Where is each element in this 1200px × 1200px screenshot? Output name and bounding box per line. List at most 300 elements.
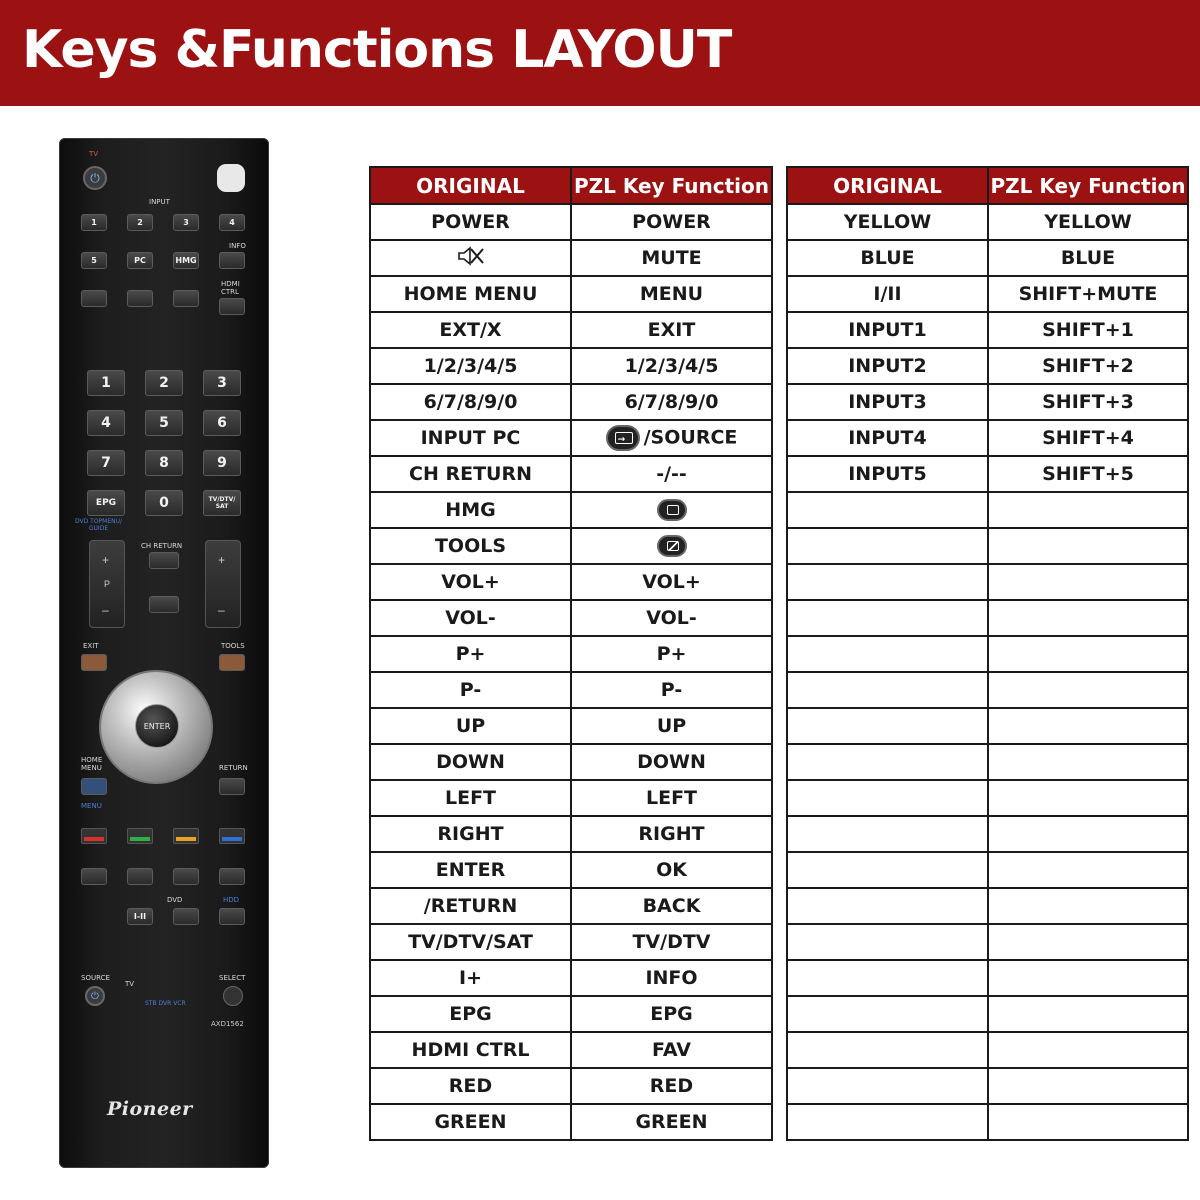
pzl-function-cell xyxy=(988,636,1188,672)
original-key-label: EPG xyxy=(449,1003,492,1025)
original-key-label: ENTER xyxy=(435,859,506,881)
title-banner xyxy=(0,0,1200,106)
pzl-function-cell xyxy=(571,816,772,852)
table-row xyxy=(370,744,772,780)
original-key-label: RED xyxy=(448,1075,493,1097)
green-key xyxy=(127,828,153,844)
original-cell xyxy=(370,420,571,456)
pzl-function-cell xyxy=(988,600,1188,636)
pzl-function-cell xyxy=(988,528,1188,564)
pzl-function-label: MENU xyxy=(639,283,704,305)
original-cell xyxy=(787,996,988,1032)
rewind-key xyxy=(81,868,107,885)
input-key-1: 1 xyxy=(81,214,107,231)
pzl-function-cell xyxy=(988,708,1188,744)
table-row xyxy=(787,384,1188,420)
pzl-function-label: -/-- xyxy=(656,463,687,485)
pzl-function-cell xyxy=(571,1032,772,1068)
table-row xyxy=(787,600,1188,636)
red-key xyxy=(81,828,107,844)
pzl-function-cell xyxy=(571,708,772,744)
table-row xyxy=(370,1104,772,1140)
page-title: Keys &Functions LAYOUT xyxy=(22,20,732,80)
pzl-function-cell xyxy=(571,744,772,780)
pzl-function-label: P+ xyxy=(656,643,687,665)
dvd-label: DVD xyxy=(167,896,183,904)
select-label: SELECT xyxy=(219,974,246,982)
hdmi-ctrl-label: HDMI CTRL xyxy=(221,280,240,296)
table-row xyxy=(787,852,1188,888)
ch-return-label: CH RETURN xyxy=(141,542,183,550)
original-cell xyxy=(370,492,571,528)
original-key-label: POWER xyxy=(431,211,510,233)
original-cell xyxy=(370,528,571,564)
table-row xyxy=(787,996,1188,1032)
original-key-label: INPUT5 xyxy=(848,463,927,485)
table-row xyxy=(370,852,772,888)
pzl-function-cell xyxy=(988,276,1188,312)
pzl-function-cell xyxy=(988,204,1188,240)
num-key-9: 9 xyxy=(203,450,241,476)
exit-label: EXIT xyxy=(83,642,99,650)
input-key-2: 2 xyxy=(127,214,153,231)
original-key-label: 1/2/3/4/5 xyxy=(423,355,518,377)
pzl-function-label: SHIFT+5 xyxy=(1042,463,1134,485)
pzl-function-cell xyxy=(571,852,772,888)
original-cell xyxy=(787,384,988,420)
pzl-function-label: P- xyxy=(660,679,683,701)
original-cell xyxy=(370,348,571,384)
pzl-function-label: SHIFT+3 xyxy=(1042,391,1134,413)
pzl-function-cell xyxy=(988,960,1188,996)
table-row xyxy=(787,420,1188,456)
exit-key xyxy=(81,654,107,671)
screen-rounded-icon xyxy=(657,499,687,521)
pzl-function-label: SHIFT+4 xyxy=(1042,427,1134,449)
pzl-function-cell xyxy=(571,924,772,960)
original-cell xyxy=(370,1104,571,1140)
power-icon: ⏻ xyxy=(83,166,107,190)
original-key-label: DOWN xyxy=(436,751,505,773)
original-key-label: LEFT xyxy=(444,787,497,809)
table-row xyxy=(787,1068,1188,1104)
original-cell xyxy=(370,600,571,636)
original-cell xyxy=(787,204,988,240)
table-row xyxy=(787,672,1188,708)
table-row xyxy=(787,816,1188,852)
pzl-function-label: SHIFT+2 xyxy=(1042,355,1134,377)
original-cell xyxy=(787,1104,988,1140)
hdmi-ctrl-key xyxy=(219,298,245,315)
pzl-function-cell xyxy=(571,1104,772,1140)
num-key-6: 6 xyxy=(203,410,241,436)
pzl-function-cell xyxy=(571,492,772,528)
table-row xyxy=(370,276,772,312)
table-row xyxy=(370,1032,772,1068)
original-cell xyxy=(787,672,988,708)
original-key-label: RIGHT xyxy=(437,823,504,845)
return-label: RETURN xyxy=(219,764,248,772)
table-row xyxy=(787,348,1188,384)
original-key-label: P+ xyxy=(455,643,486,665)
table-row xyxy=(787,888,1188,924)
pzl-function-cell xyxy=(571,276,772,312)
table-row xyxy=(787,960,1188,996)
source-power-icon: ⏻ xyxy=(85,986,105,1006)
pzl-function-cell xyxy=(988,816,1188,852)
pzl-function-cell xyxy=(988,672,1188,708)
num-key-4: 4 xyxy=(87,410,125,436)
pzl-function-cell xyxy=(571,456,772,492)
hdd-key xyxy=(219,908,245,925)
return-key xyxy=(219,778,245,795)
table-row xyxy=(370,600,772,636)
pzl-function-cell xyxy=(571,996,772,1032)
original-cell xyxy=(787,888,988,924)
table-row xyxy=(787,312,1188,348)
table-row xyxy=(370,384,772,420)
table-row xyxy=(370,420,772,456)
pzl-function-cell xyxy=(571,600,772,636)
source-input-icon: → xyxy=(606,425,640,451)
key-mapping-table-left xyxy=(369,166,773,1141)
pzl-function-cell xyxy=(988,240,1188,276)
pzl-function-cell xyxy=(988,744,1188,780)
i-ii-key: I-II xyxy=(127,908,153,925)
original-cell xyxy=(370,384,571,420)
play-key xyxy=(127,868,153,885)
yellow-key xyxy=(173,828,199,844)
model-number: AXD1562 xyxy=(211,1020,244,1028)
table-row xyxy=(370,708,772,744)
hdd-label: HDD xyxy=(223,896,240,904)
pzl-function-label: EPG xyxy=(650,1003,693,1025)
menu-label: MENU xyxy=(81,802,102,810)
original-key-label: I/II xyxy=(873,283,902,305)
num-key-3: 3 xyxy=(203,370,241,396)
table-row xyxy=(370,924,772,960)
tools-picture-key xyxy=(173,290,199,307)
pzl-function-label: /SOURCE xyxy=(643,426,738,449)
original-key-label: TOOLS xyxy=(434,535,507,557)
source-label: SOURCE xyxy=(81,974,110,982)
pzl-function-cell xyxy=(988,312,1188,348)
table-row xyxy=(370,492,772,528)
table-row xyxy=(787,528,1188,564)
table-row xyxy=(787,924,1188,960)
original-cell xyxy=(787,276,988,312)
input-key-5: 5 xyxy=(81,252,107,269)
stb-dvr-vcr-label: STB DVR VCR xyxy=(145,1000,186,1007)
pzl-function-label: POWER xyxy=(632,211,711,233)
original-cell xyxy=(370,564,571,600)
original-cell xyxy=(370,456,571,492)
original-key-label: INPUT PC xyxy=(420,427,521,449)
original-cell xyxy=(787,456,988,492)
table-row xyxy=(787,276,1188,312)
pzl-function-cell xyxy=(571,888,772,924)
original-key-label: BLUE xyxy=(860,247,915,269)
table-row xyxy=(787,780,1188,816)
original-cell xyxy=(787,312,988,348)
original-cell xyxy=(370,816,571,852)
pzl-function-cell xyxy=(988,888,1188,924)
dvd-key xyxy=(173,908,199,925)
pzl-function-label: 1/2/3/4/5 xyxy=(624,355,719,377)
num-key-1: 1 xyxy=(87,370,125,396)
original-cell xyxy=(370,1032,571,1068)
pzl-function-cell xyxy=(988,996,1188,1032)
pzl-function-label: GREEN xyxy=(635,1111,708,1133)
pzl-function-label: VOL- xyxy=(646,607,697,629)
original-key-label: I+ xyxy=(459,967,482,989)
white-button xyxy=(217,164,245,192)
pzl-function-label: 6/7/8/9/0 xyxy=(624,391,719,413)
pzl-function-cell xyxy=(571,564,772,600)
num-key-8: 8 xyxy=(145,450,183,476)
picture-tools-icon xyxy=(657,535,687,557)
pzl-function-cell xyxy=(988,924,1188,960)
table-row xyxy=(370,204,772,240)
table-row xyxy=(787,1104,1188,1140)
table-row xyxy=(370,672,772,708)
pzl-function-cell xyxy=(988,1068,1188,1104)
pzl-function-label: RED xyxy=(649,1075,694,1097)
table-row xyxy=(370,780,772,816)
original-key-label: INPUT3 xyxy=(848,391,927,413)
tv-mode-label: TV xyxy=(125,980,135,988)
original-cell xyxy=(787,708,988,744)
original-cell xyxy=(370,852,571,888)
tools-label: TOOLS xyxy=(221,642,245,650)
num-key-2: 2 xyxy=(145,370,183,396)
input-label: INPUT xyxy=(149,198,170,206)
table-row xyxy=(787,708,1188,744)
table-row xyxy=(370,636,772,672)
original-cell xyxy=(370,240,571,276)
pause-key xyxy=(173,868,199,885)
pzl-function-label: BACK xyxy=(642,895,701,917)
pzl-function-cell xyxy=(988,492,1188,528)
original-cell xyxy=(787,744,988,780)
original-cell xyxy=(370,312,571,348)
original-cell xyxy=(787,636,988,672)
header-pzl-key-function: PZL Key Function xyxy=(571,167,772,204)
pzl-function-cell xyxy=(988,420,1188,456)
pzl-function-label: SHIFT+MUTE xyxy=(1018,283,1158,305)
table-row xyxy=(370,240,772,276)
original-cell xyxy=(787,780,988,816)
pzl-function-cell xyxy=(988,348,1188,384)
pzl-function-cell xyxy=(571,780,772,816)
pioneer-logo: Pioneer xyxy=(107,1098,193,1120)
original-cell xyxy=(787,1068,988,1104)
header-pzl-key-function: PZL Key Function xyxy=(988,167,1188,204)
original-cell xyxy=(787,240,988,276)
pzl-function-cell xyxy=(988,852,1188,888)
table-row xyxy=(370,816,772,852)
table-row xyxy=(787,744,1188,780)
original-cell xyxy=(787,924,988,960)
mute-speaker-icon xyxy=(456,244,486,268)
num-key-7: 7 xyxy=(87,450,125,476)
hmg-key: HMG xyxy=(173,252,199,269)
original-key-label: INPUT2 xyxy=(848,355,927,377)
original-key-label: TV/DTV/SAT xyxy=(408,931,533,953)
input-key-3: 3 xyxy=(173,214,199,231)
original-cell xyxy=(370,924,571,960)
table-row xyxy=(787,1032,1188,1068)
original-cell xyxy=(787,528,988,564)
original-key-label: 6/7/8/9/0 xyxy=(423,391,518,413)
original-key-label: EXT/X xyxy=(439,319,502,341)
original-key-label: GREEN xyxy=(434,1111,507,1133)
pzl-function-cell xyxy=(988,456,1188,492)
tv-label: TV xyxy=(89,150,99,158)
pzl-function-cell xyxy=(988,564,1188,600)
pzl-function-cell xyxy=(571,528,772,564)
pzl-function-label: RIGHT xyxy=(638,823,705,845)
pzl-function-cell xyxy=(571,1068,772,1104)
remote-control-image xyxy=(59,138,269,1168)
pzl-function-label: LEFT xyxy=(645,787,698,809)
pzl-function-label: SHIFT+1 xyxy=(1042,319,1134,341)
pzl-function-cell xyxy=(571,672,772,708)
original-cell xyxy=(787,600,988,636)
epg-key: EPG xyxy=(87,490,125,516)
key-mapping-table-right xyxy=(786,166,1189,1141)
picture-key xyxy=(127,290,153,307)
pzl-function-label: MUTE xyxy=(641,247,702,269)
mute-key xyxy=(149,596,179,613)
original-cell xyxy=(370,996,571,1032)
pzl-function-cell xyxy=(571,960,772,996)
original-cell xyxy=(787,816,988,852)
original-cell xyxy=(787,564,988,600)
ch-return-key xyxy=(149,552,179,569)
table-row xyxy=(787,492,1188,528)
pzl-function-label: UP xyxy=(656,715,687,737)
pzl-function-label: EXIT xyxy=(647,319,696,341)
original-key-label: INPUT1 xyxy=(848,319,927,341)
original-cell xyxy=(370,204,571,240)
original-cell xyxy=(370,888,571,924)
pzl-function-cell xyxy=(988,1032,1188,1068)
original-cell xyxy=(787,960,988,996)
pzl-function-label: DOWN xyxy=(637,751,706,773)
input-key-4: 4 xyxy=(219,214,245,231)
table-row xyxy=(787,456,1188,492)
pzl-function-cell xyxy=(988,780,1188,816)
pzl-function-cell xyxy=(571,240,772,276)
header-original: ORIGINAL xyxy=(370,167,571,204)
screen-key xyxy=(81,290,107,307)
table-row xyxy=(370,348,772,384)
original-cell xyxy=(787,1032,988,1068)
table-row xyxy=(787,636,1188,672)
pzl-function-label: VOL+ xyxy=(642,571,701,593)
blue-key xyxy=(219,828,245,844)
pzl-function-cell xyxy=(571,348,772,384)
volume-rocker: + – xyxy=(205,540,241,628)
pzl-function-label: BLUE xyxy=(1060,247,1116,269)
pzl-function-label: YELLOW xyxy=(1044,211,1132,233)
header-original: ORIGINAL xyxy=(787,167,988,204)
original-cell xyxy=(787,492,988,528)
enter-key: ENTER xyxy=(135,704,179,748)
forward-key xyxy=(219,868,245,885)
pc-key: PC xyxy=(127,252,153,269)
original-cell xyxy=(370,1068,571,1104)
home-menu-key xyxy=(81,778,107,795)
original-key-label: CH RETURN xyxy=(409,463,532,485)
original-key-label: YELLOW xyxy=(843,211,932,233)
original-cell xyxy=(787,348,988,384)
original-key-label: HMG xyxy=(445,499,496,521)
info-label: INFO xyxy=(229,242,246,250)
original-cell xyxy=(787,852,988,888)
dvd-topmenu-label: DVD TOPMENU/ GUIDE xyxy=(75,518,123,532)
pzl-function-cell xyxy=(571,636,772,672)
original-key-label: HDMI CTRL xyxy=(411,1039,530,1061)
table-row xyxy=(370,996,772,1032)
original-cell xyxy=(370,672,571,708)
channel-rocker: + P – xyxy=(89,540,125,628)
select-button xyxy=(223,986,243,1006)
table-row xyxy=(370,528,772,564)
original-key-label: P- xyxy=(459,679,482,701)
pzl-function-cell xyxy=(988,1104,1188,1140)
original-cell xyxy=(787,420,988,456)
pzl-function-cell xyxy=(571,312,772,348)
pzl-function-cell xyxy=(571,420,772,456)
tools-key xyxy=(219,654,245,671)
pzl-function-label: OK xyxy=(656,859,687,881)
original-key-label: VOL+ xyxy=(441,571,500,593)
tv-dtv-sat-key: TV/DTV/ SAT xyxy=(203,490,241,516)
table-row xyxy=(787,240,1188,276)
original-key-label: INPUT4 xyxy=(848,427,927,449)
num-key-5: 5 xyxy=(145,410,183,436)
table-row xyxy=(787,564,1188,600)
pzl-function-label: INFO xyxy=(645,967,698,989)
original-cell xyxy=(370,636,571,672)
original-key-label: /RETURN xyxy=(423,895,518,917)
pzl-function-cell xyxy=(571,384,772,420)
pzl-function-label: FAV xyxy=(652,1039,691,1061)
info-key xyxy=(219,252,245,269)
home-menu-label: HOME MENU xyxy=(81,756,103,772)
pzl-function-label: TV/DTV xyxy=(632,931,711,953)
original-cell xyxy=(370,960,571,996)
table-row xyxy=(370,1068,772,1104)
original-cell xyxy=(370,744,571,780)
table-row xyxy=(370,564,772,600)
original-cell xyxy=(370,276,571,312)
pzl-function-cell xyxy=(571,204,772,240)
table-row xyxy=(370,456,772,492)
original-key-label: UP xyxy=(455,715,486,737)
table-row xyxy=(370,312,772,348)
table-row xyxy=(787,204,1188,240)
table-row xyxy=(370,888,772,924)
original-key-label: HOME MENU xyxy=(403,283,538,305)
pzl-function-cell xyxy=(988,384,1188,420)
num-key-0: 0 xyxy=(145,490,183,516)
original-cell xyxy=(370,708,571,744)
table-row xyxy=(370,960,772,996)
original-cell xyxy=(370,780,571,816)
